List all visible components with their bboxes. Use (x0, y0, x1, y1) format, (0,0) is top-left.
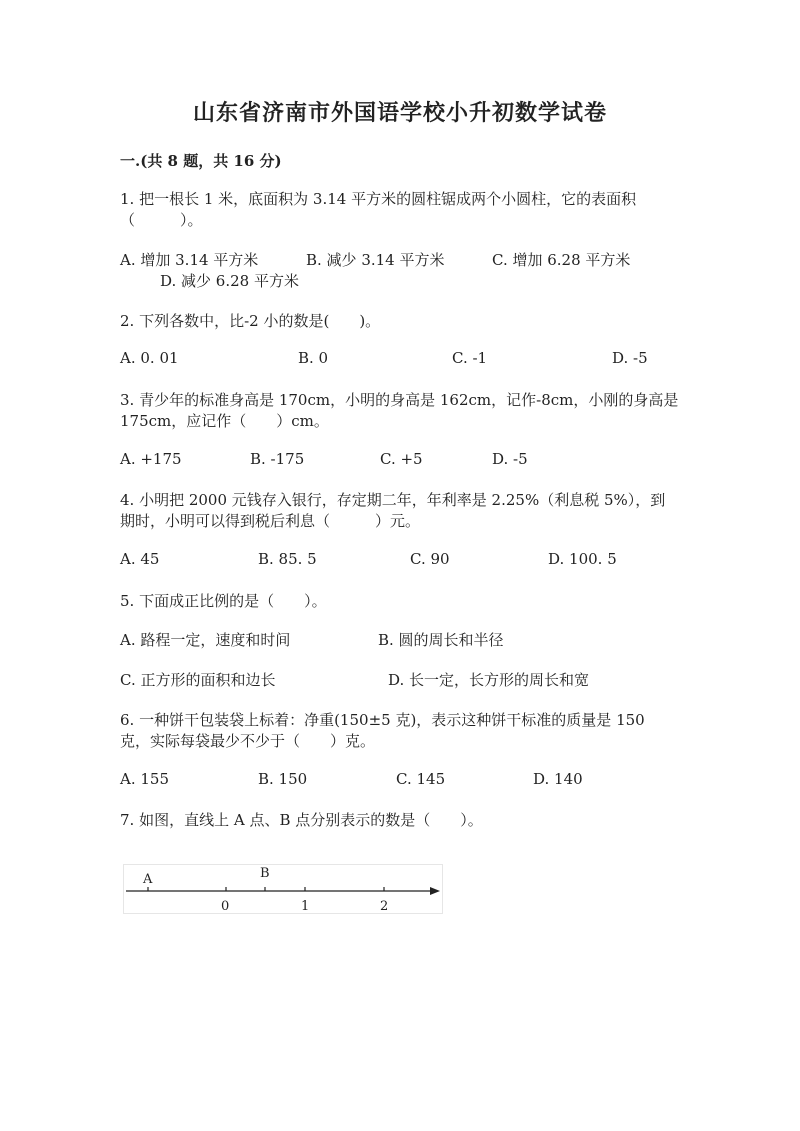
q1-option-d: D. 减少 6.28 平方米 (160, 272, 299, 290)
q1-option-a: A. 增加 3.14 平方米 (120, 251, 259, 269)
question-2-line-1: 2. 下列各数中，比-2 小的数是( )。 (120, 312, 381, 330)
q6-option-c: C. 145 (396, 770, 446, 788)
question-4-line-2: 期时，小明可以得到税后利息（ ）元。 (120, 512, 421, 530)
label-tick-0: 0 (221, 899, 230, 913)
q6-option-b: B. 150 (258, 770, 308, 788)
q5-option-c: C. 正方形的面积和边长 (120, 671, 276, 689)
q5-option-a: A. 路程一定，速度和时间 (120, 631, 291, 649)
question-1-line-1: 1. 把一根长 1 米，底面积为 3.14 平方米的圆柱锯成两个小圆柱，它的表面积 (120, 190, 637, 208)
number-line-svg (124, 865, 442, 913)
q4-option-a: A. 45 (120, 550, 160, 568)
q4-option-d: D. 100. 5 (548, 550, 617, 568)
q5-option-b: B. 圆的周长和半径 (378, 631, 504, 649)
label-tick-1: 1 (301, 899, 310, 913)
q3-option-c: C. +5 (380, 450, 423, 468)
q4-option-c: C. 90 (410, 550, 450, 568)
q2-option-b: B. 0 (298, 349, 329, 367)
number-line-figure (123, 864, 443, 914)
question-7-line-1: 7. 如图，直线上 A 点、B 点分别表示的数是（ ）。 (120, 811, 483, 829)
question-3-line-2: 175cm，应记作（ ）cm。 (120, 412, 329, 430)
q1-option-c: C. 增加 6.28 平方米 (492, 251, 631, 269)
question-4-line-1: 4. 小明把 2000 元钱存入银行，存定期二年，年利率是 2.25%（利息税 5%），到 (120, 491, 666, 509)
arrow-head-icon (430, 887, 440, 895)
question-6-line-2: 克，实际每袋最少不少于（ ）克。 (120, 732, 376, 750)
label-point-a: A (143, 872, 153, 887)
q3-option-a: A. +175 (120, 450, 182, 468)
label-point-b: B (260, 866, 270, 881)
q2-option-c: C. -1 (452, 349, 488, 367)
q6-option-a: A. 155 (120, 770, 169, 788)
q2-option-a: A. 0. 01 (120, 349, 179, 367)
q5-option-d: D. 长一定，长方形的周长和宽 (388, 671, 590, 689)
q3-option-d: D. -5 (492, 450, 528, 468)
question-1-line-2: （ ）。 (120, 211, 203, 229)
q2-option-d: D. -5 (612, 349, 648, 367)
q3-option-b: B. -175 (250, 450, 305, 468)
section-heading: 一.(共 8 题，共 16 分) (120, 152, 282, 170)
exam-title: 山东省济南市外国语学校小升初数学试卷 (192, 100, 607, 126)
question-6-line-1: 6. 一种饼干包装袋上标着：净重(150±5 克)，表示这种饼干标准的质量是 150 (120, 711, 645, 729)
q6-option-d: D. 140 (533, 770, 583, 788)
question-3-line-1: 3. 青少年的标准身高是 170cm，小明的身高是 162cm，记作-8cm，小刚的身高是 (120, 391, 679, 409)
q1-option-b: B. 减少 3.14 平方米 (306, 251, 445, 269)
question-5-line-1: 5. 下面成正比例的是（ ）。 (120, 592, 327, 610)
q4-option-b: B. 85. 5 (258, 550, 317, 568)
label-tick-2: 2 (380, 899, 389, 913)
